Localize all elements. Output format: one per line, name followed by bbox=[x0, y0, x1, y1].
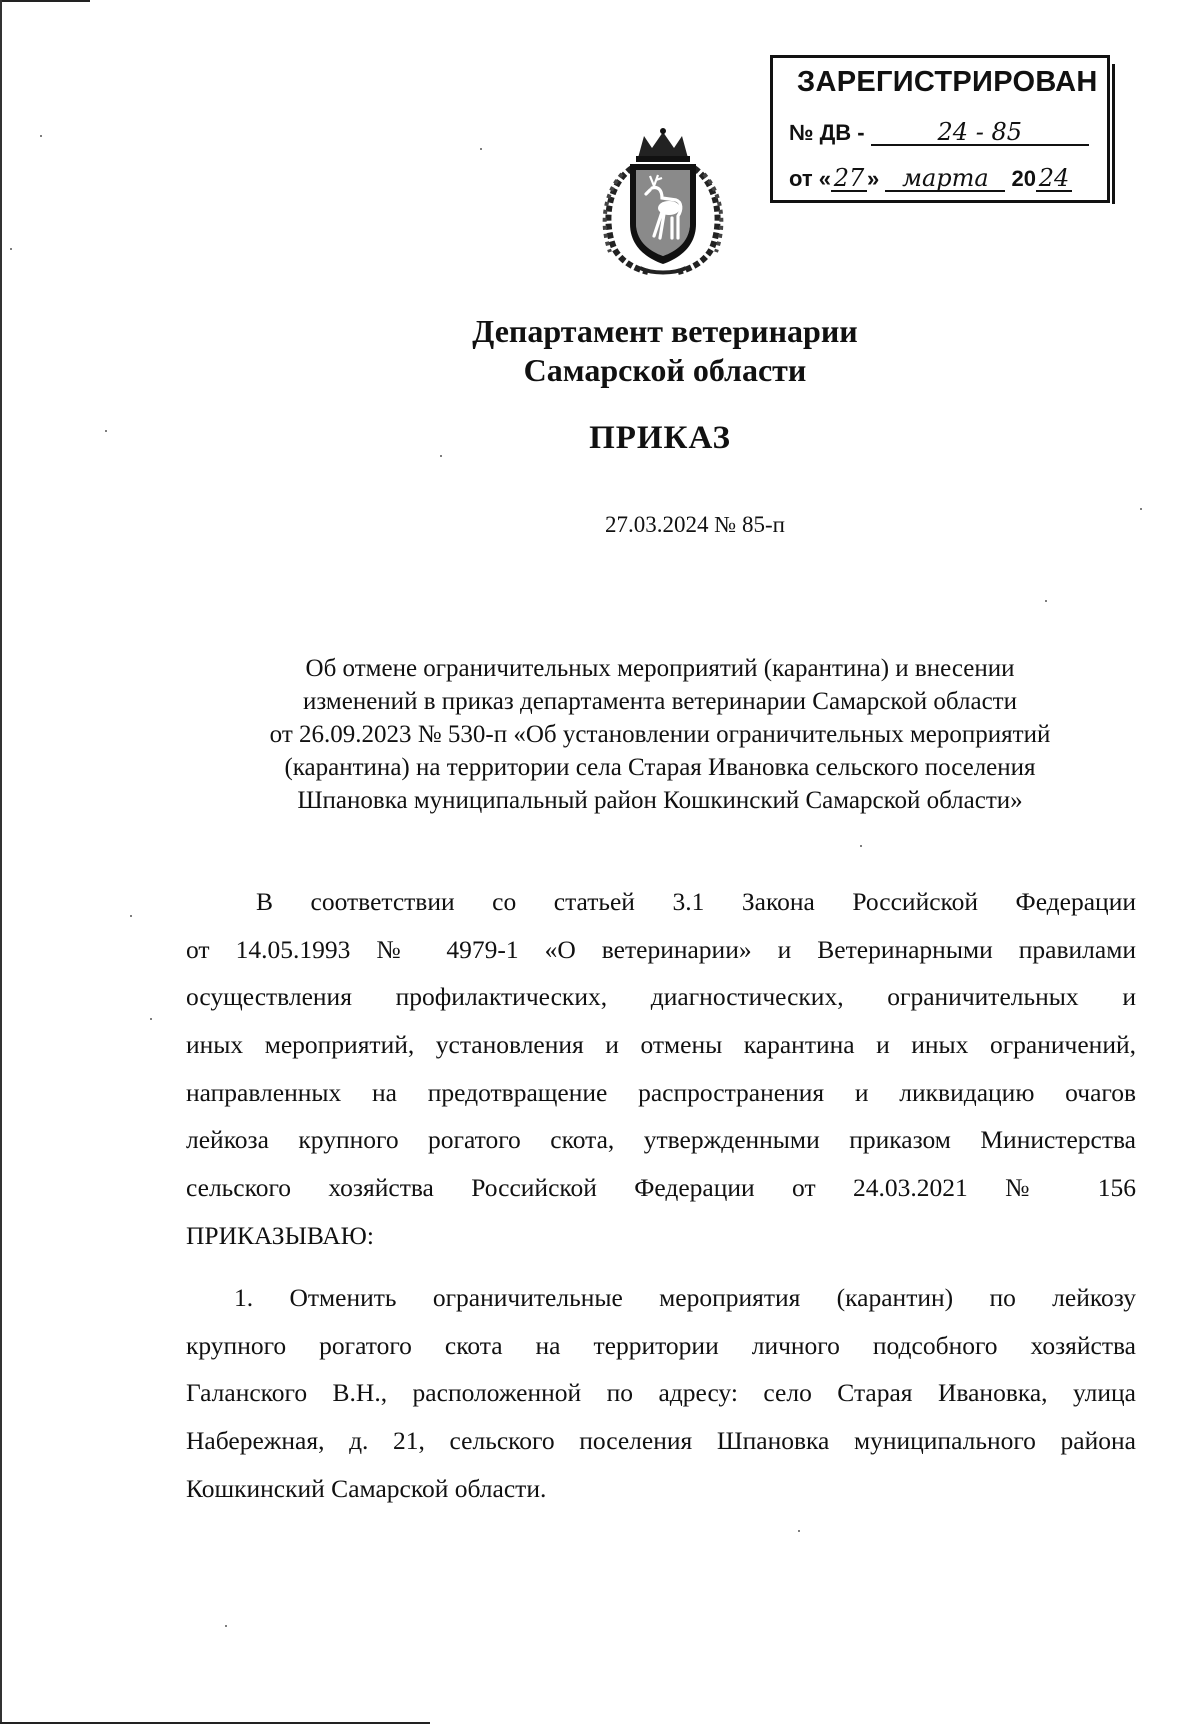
stamp-number-line bbox=[789, 120, 1089, 146]
stamp-date-month: марта bbox=[885, 166, 1005, 192]
document-date-number: 27.03.2024 № 85-п bbox=[605, 512, 785, 537]
scan-speck bbox=[1140, 508, 1142, 510]
body-line: Галанского В.Н., расположенной по адресу: село Старая Ивановка, улица bbox=[186, 1378, 1136, 1408]
body-line: В соответствии со статьей 3.1 Закона Российской Федерации bbox=[256, 887, 1136, 916]
registration-stamp bbox=[770, 55, 1110, 203]
scan-edge-left bbox=[0, 0, 2, 1724]
subject-line: изменений в приказ департамента ветеринарии Самарской области bbox=[303, 688, 1017, 715]
scan-speck bbox=[10, 248, 12, 250]
body-line: сельского хозяйства Российской Федерации от 24.03.2021 № 156 bbox=[186, 1173, 1136, 1203]
scan-speck bbox=[860, 845, 862, 847]
body-paragraph-item-1 bbox=[186, 1274, 1136, 1512]
body-line: Кошкинский Самарской области. bbox=[186, 1473, 547, 1503]
stamp-number-value: 24 - 85 bbox=[871, 120, 1089, 146]
scan-speck bbox=[130, 915, 132, 917]
body-line: направленных на предотвращение распространения и ликвидацию очагов bbox=[186, 1077, 1136, 1107]
stamp-date-year-suffix: 24 bbox=[1036, 166, 1072, 192]
stamp-date-prefix: от « bbox=[789, 166, 832, 191]
stamp-date-sep: » bbox=[867, 166, 880, 191]
scan-edge-top bbox=[0, 0, 90, 2]
subject-line: Об отмене ограничительных мероприятий (карантина) и внесении bbox=[305, 655, 1015, 682]
body-line: осуществления профилактических, диагностических, ограничительных и bbox=[186, 982, 1136, 1012]
body-line: крупного рогатого скота на территории личного подсобного хозяйства bbox=[186, 1330, 1136, 1360]
body-paragraph-preamble bbox=[186, 878, 1136, 1260]
scan-speck bbox=[40, 135, 42, 137]
body-line: от 14.05.1993 № 4979-1 «О ветеринарии» и Ветеринарными правилами bbox=[186, 934, 1136, 964]
document-subject bbox=[200, 652, 1120, 817]
organization-name-line2: Самарской области bbox=[523, 352, 807, 388]
stamp-date-year-prefix: 20 bbox=[1011, 166, 1036, 191]
scan-speck bbox=[225, 1625, 227, 1627]
body-line: лейкоза крупного рогатого скота, утвержденными приказом Министерства bbox=[186, 1125, 1136, 1155]
subject-line: Шпановка муниципальный район Кошкинский Самарской области» bbox=[297, 787, 1023, 814]
body-line: иных мероприятий, установления и отмены карантина и иных ограничений, bbox=[186, 1030, 1136, 1060]
stamp-date-line bbox=[789, 166, 1072, 192]
body-line: Набережная, д. 21, сельского поселения Шпановка муниципального района bbox=[186, 1426, 1136, 1456]
scan-speck bbox=[798, 1530, 800, 1532]
scan-speck bbox=[1045, 600, 1047, 602]
document-type: ПРИКАЗ bbox=[589, 420, 731, 456]
organization-name-line1: Департамент ветеринарии bbox=[472, 313, 858, 349]
subject-line: от 26.09.2023 № 530-п «Об установлении ограничительных мероприятий bbox=[269, 721, 1051, 748]
stamp-title: ЗАРЕГИСТРИРОВАН bbox=[797, 66, 1098, 98]
body-line-order-word: ПРИКАЗЫВАЮ: bbox=[186, 1220, 374, 1250]
body-line: 1. Отменить ограничительные мероприятия (карантин) по лейкозу bbox=[234, 1283, 1136, 1312]
subject-line: (карантина) на территории села Старая Ивановка сельского поселения bbox=[284, 754, 1036, 781]
stamp-date-day: 27 bbox=[831, 166, 867, 192]
scan-speck bbox=[480, 148, 482, 150]
coat-of-arms-icon bbox=[592, 128, 734, 276]
organization-name bbox=[0, 312, 1200, 390]
scan-speck bbox=[150, 1018, 152, 1020]
stamp-number-prefix: № ДВ - bbox=[789, 120, 865, 145]
